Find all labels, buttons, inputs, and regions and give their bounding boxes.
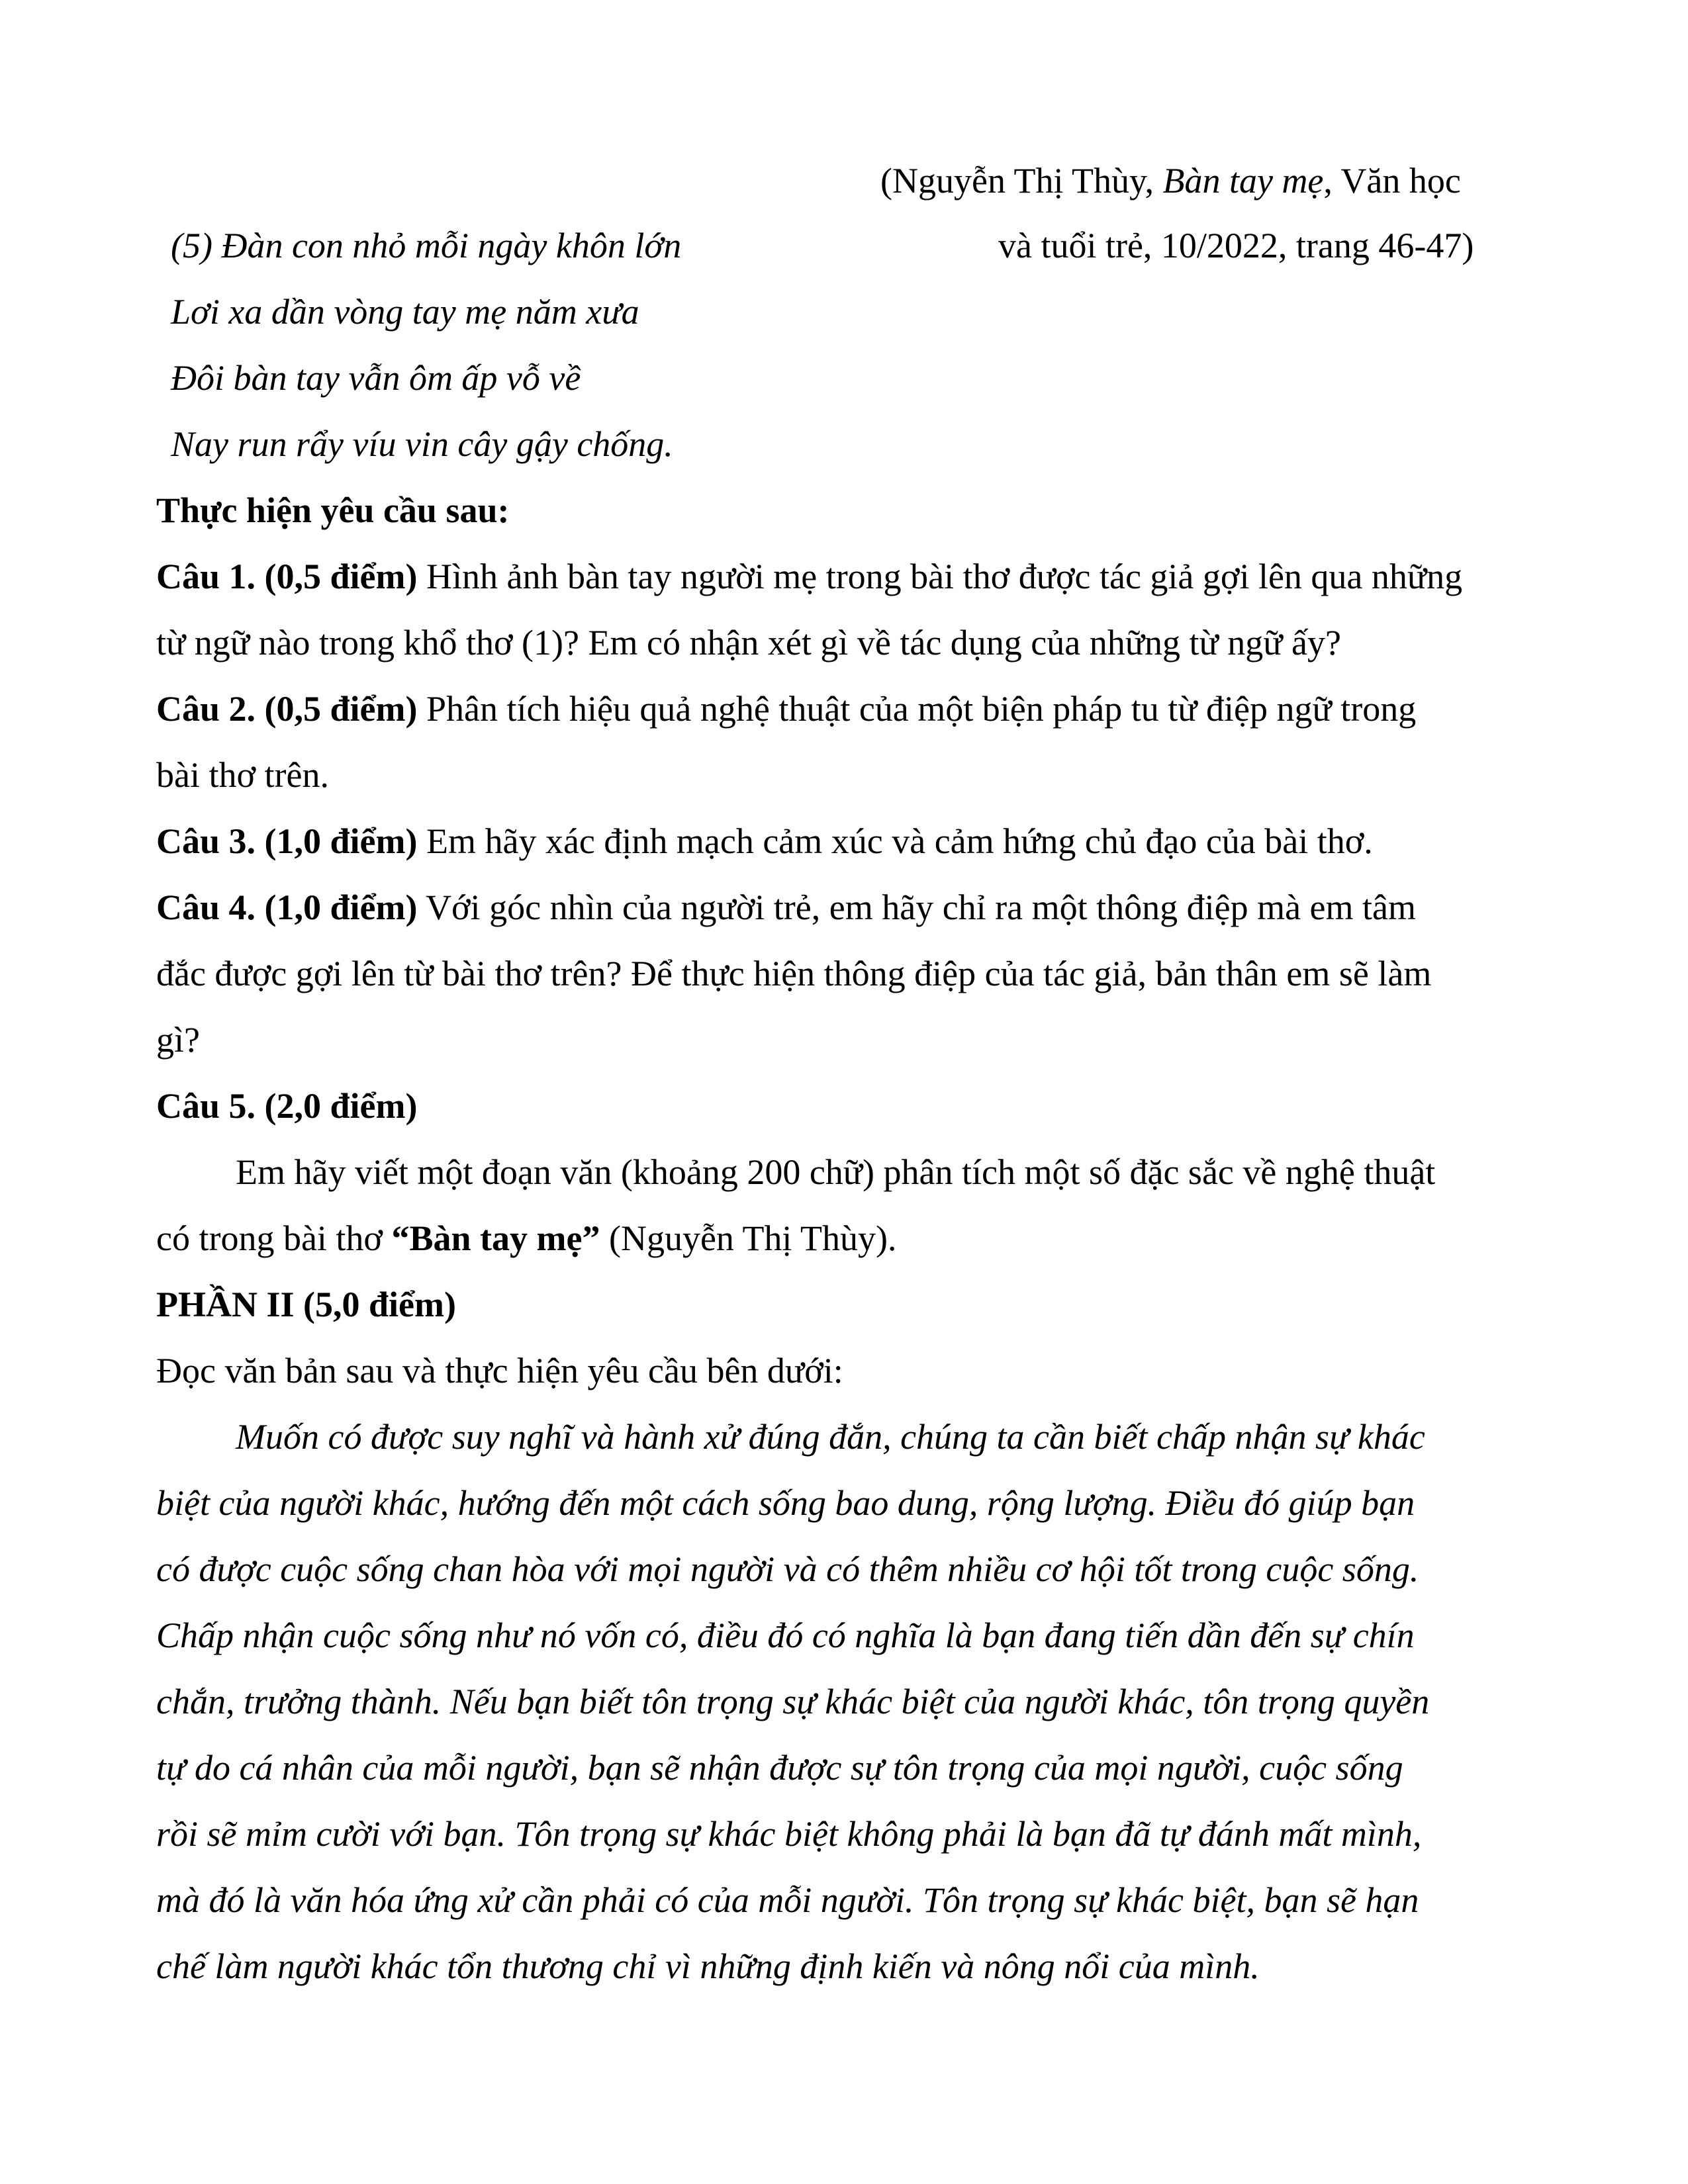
citation-author: (Nguyễn Thị Thùy, (880, 161, 1163, 201)
passage-line-9: chế làm người khác tổn thương chỉ vì những định kiến và nông nổi của mình. (156, 1946, 1260, 1986)
passage-line-1: Muốn có được suy nghĩ và hành xử đúng đắn, chúng ta cần biết chấp nhận sự khác (236, 1417, 1425, 1457)
citation-source: , Văn học (1323, 161, 1461, 201)
citation-line-2: và tuổi trẻ, 10/2022, trang 46-47) (998, 226, 1474, 265)
poem-line-1: (5) Đàn con nhỏ mỗi ngày khôn lớn (171, 226, 682, 265)
question-2 (156, 688, 1416, 729)
passage-line-4: Chấp nhận cuộc sống như nó vốn có, điều đó có nghĩa là bạn đang tiến dần đến sự chín (156, 1615, 1415, 1655)
poem-line-2: Lơi xa dần vòng tay mẹ năm xưa (171, 292, 639, 332)
question-5-text-line-1: Em hãy viết một đoạn văn (khoảng 200 chữ) phân tích một số đặc sắc về nghệ thuật (236, 1152, 1436, 1192)
question-1-text-line-2: từ ngữ nào trong khổ thơ (1)? Em có nhận xét gì về tác dụng của những từ ngữ ấy? (156, 623, 1341, 662)
question-4-label: Câu 4. (1,0 điểm) (156, 887, 418, 927)
question-2-label: Câu 2. (0,5 điểm) (156, 689, 418, 729)
question-5-label: Câu 5. (2,0 điểm) (156, 1086, 418, 1126)
question-5-text-prefix: có trong bài thơ (156, 1218, 392, 1258)
citation-line-1 (880, 160, 1461, 201)
passage-line-3: có được cuộc sống chan hòa với mọi người và có thêm nhiều cơ hội tốt trong cuộc sống. (156, 1549, 1419, 1589)
question-2-text-line-2: bài thơ trên. (156, 755, 329, 795)
question-3 (156, 821, 1373, 862)
part-2-intro: Đọc văn bản sau và thực hiện yêu cầu bên dưới: (156, 1351, 843, 1390)
passage-line-6: tự do cá nhân của mỗi người, bạn sẽ nhận được sự tôn trọng của mọi người, cuộc sống (156, 1748, 1403, 1788)
question-1-label: Câu 1. (0,5 điểm) (156, 557, 418, 596)
question-5-poem-title: “Bàn tay mẹ” (391, 1218, 600, 1258)
question-4-text-line-3: gì? (156, 1020, 200, 1060)
part-2-heading: PHẦN II (5,0 điểm) (156, 1285, 456, 1324)
question-1 (156, 556, 1462, 597)
question-5-text-line-2 (156, 1218, 896, 1259)
question-4-text-line-2: đắc được gợi lên từ bài thơ trên? Để thực hiện thông điệp của tác giả, bản thân em sẽ làm (156, 954, 1432, 993)
question-3-label: Câu 3. (1,0 điểm) (156, 821, 418, 861)
question-3-text-line-1: Em hãy xác định mạch cảm xúc và cảm hứng chủ đạo của bài thơ. (417, 821, 1373, 861)
question-5-text-suffix: (Nguyễn Thị Thùy). (600, 1218, 897, 1258)
poem-line-4: Nay run rẩy víu vin cây gậy chống. (171, 424, 673, 464)
question-4-text-line-1: Với góc nhìn của người trẻ, em hãy chỉ ra một thông điệp mà em tâm (417, 887, 1417, 927)
question-2-text-line-1: Phân tích hiệu quả nghệ thuật của một biện pháp tu từ điệp ngữ trong (417, 689, 1417, 729)
passage-line-8: mà đó là văn hóa ứng xử cần phải có của mỗi người. Tôn trọng sự khác biệt, bạn sẽ hạn (156, 1880, 1419, 1920)
passage-line-2: biệt của người khác, hướng đến một cách sống bao dung, rộng lượng. Điều đó giúp bạn (156, 1483, 1415, 1523)
citation-title: Bàn tay mẹ (1162, 161, 1324, 201)
question-1-text-line-1: Hình ảnh bàn tay người mẹ trong bài thơ được tác giả gợi lên qua những (417, 557, 1463, 596)
passage-line-7: rồi sẽ mỉm cười với bạn. Tôn trọng sự khác biệt không phải là bạn đã tự đánh mất mình, (156, 1814, 1422, 1854)
question-4 (156, 887, 1416, 928)
poem-line-3: Đôi bàn tay vẫn ôm ấp vỗ về (171, 358, 581, 398)
passage-line-5: chắn, trưởng thành. Nếu bạn biết tôn trọng sự khác biệt của người khác, tôn trọng quyền (156, 1682, 1430, 1721)
instructions-heading: Thực hiện yêu cầu sau: (156, 490, 510, 530)
